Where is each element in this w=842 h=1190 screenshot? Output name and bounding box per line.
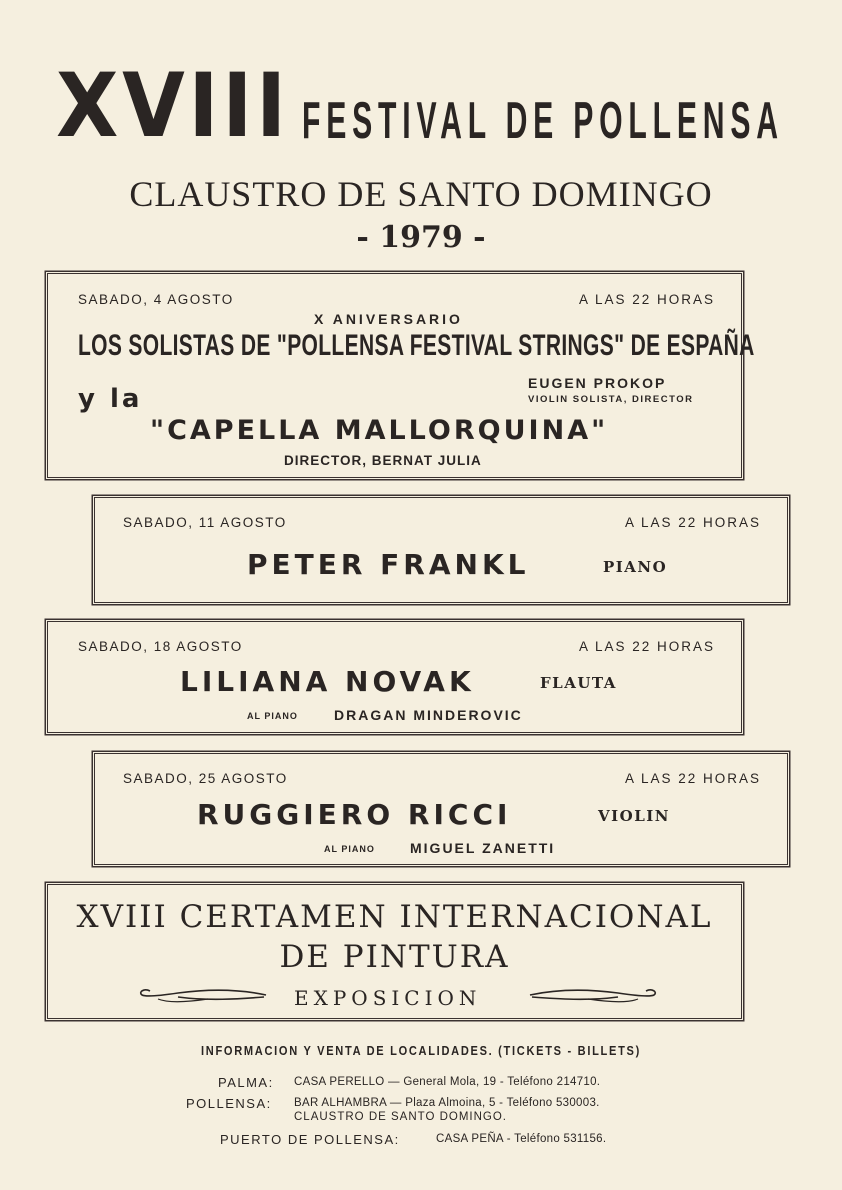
accompanist-name: DRAGAN MINDEROVIC [334,707,523,723]
accompanist-label: AL PIANO [324,844,375,854]
ensemble-title: LOS SOLISTAS DE "POLLENSA FESTIVAL STRINGS" DE ESPAÑA [78,329,755,362]
festival-edition: XVIII [56,54,290,157]
pollensa-detail: BAR ALHAMBRA — Plaza Almoina, 5 - Teléfono 530003. [294,1097,600,1109]
event-time: A LAS 22 HORAS [578,292,715,307]
exhibition-title-line1: XVIII CERTAMEN INTERNACIONAL [76,899,713,935]
event-time: A LAS 22 HORAS [624,771,761,786]
event-box-aug-4 [47,273,755,478]
event-date: SABADO, 11 AGOSTO [123,515,287,530]
pollensa-label: POLLENSA: [186,1096,272,1111]
event-time: A LAS 22 HORAS [578,639,715,654]
instrument-label: PIANO [603,558,668,576]
puerto-label: PUERTO DE POLLENSA: [220,1132,400,1147]
left-flourish-icon [138,983,268,1009]
connector-text: y la [78,384,143,414]
event-time: A LAS 22 HORAS [624,515,761,530]
event-date: SABADO, 25 AGOSTO [123,771,288,786]
pollensa-detail-2: CLAUSTRO DE SANTO DOMINGO. [294,1111,508,1123]
event-box-aug-11 [94,497,788,603]
accompanist-label: AL PIANO [247,711,298,721]
palma-label: PALMA: [218,1075,274,1090]
performer-name: RUGGIERO RICCI [197,798,512,831]
event-date: SABADO, 4 AGOSTO [78,292,234,307]
performer-name: PETER FRANKL [247,548,530,581]
conductor-name: EUGEN PROKOP [528,375,667,391]
puerto-detail: CASA PEÑA - Teléfono 531156. [436,1133,607,1145]
performer-name: LILIANA NOVAK [180,665,475,698]
exhibition-label: EXPOSICION [294,986,482,1010]
anniversary-label: X ANIVERSARIO [314,311,463,327]
exhibition-box [47,884,742,1019]
event-box-aug-25 [94,753,788,865]
festival-title: FESTIVAL DE POLLENSA [302,92,784,150]
festival-year: - 1979 - [356,220,486,255]
accompanist-name: MIGUEL ZANETTI [410,840,556,856]
event-box-aug-18 [47,621,742,733]
right-flourish-icon [528,983,658,1009]
venue-title: CLAUSTRO DE SANTO DOMINGO [129,174,713,214]
exhibition-title-line2: DE PINTURA [279,939,510,975]
instrument-label: VIOLIN [598,807,670,825]
instrument-label: FLAUTA [540,674,617,692]
tickets-info-heading: INFORMACION Y VENTA DE LOCALIDADES. (TICKETS - BILLETS) [201,1043,641,1058]
choir-director: DIRECTOR, BERNAT JULIA [284,453,482,468]
event-date: SABADO, 18 AGOSTO [78,639,243,654]
conductor-role: VIOLIN SOLISTA, DIRECTOR [528,394,694,405]
choir-name: "CAPELLA MALLORQUINA" [150,415,609,446]
palma-detail: CASA PERELLO — General Mola, 19 - Teléfono 214710. [294,1076,601,1088]
